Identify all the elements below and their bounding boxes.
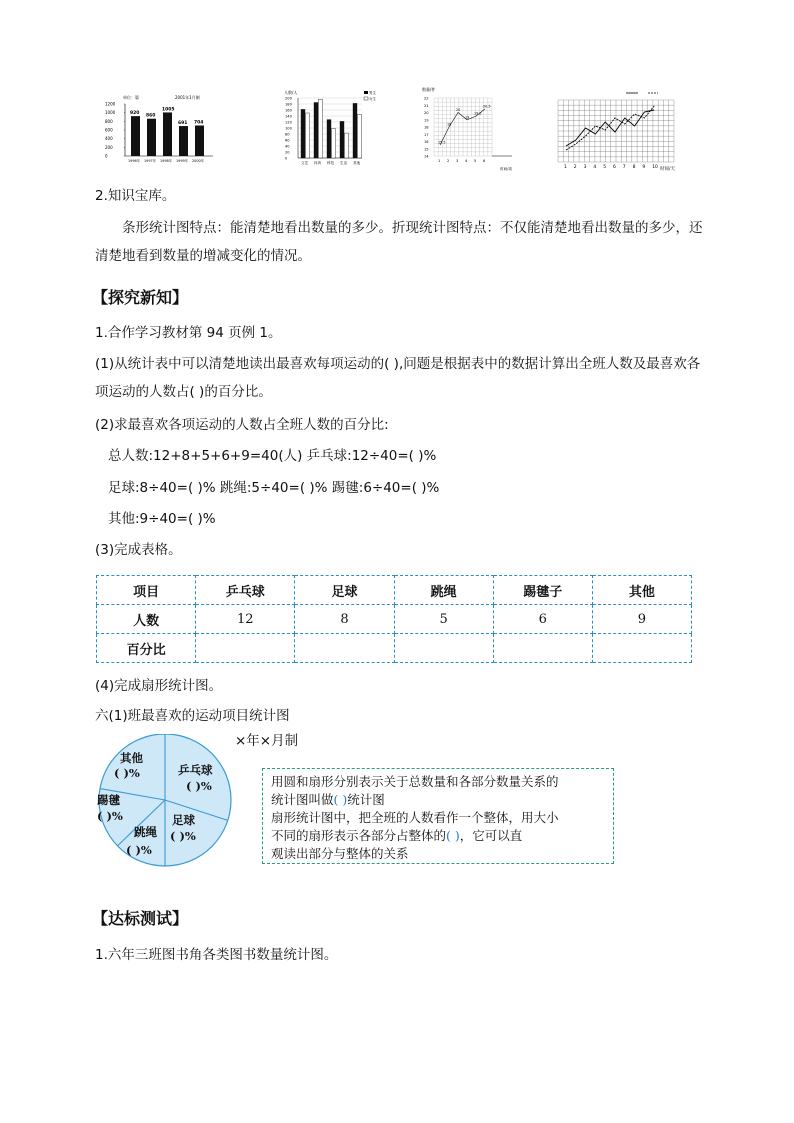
paragraph-4: (4)完成扇形统计图。 — [95, 678, 223, 694]
category-label: 文艺 — [301, 161, 309, 165]
tick-label: 10 — [652, 165, 658, 170]
tick-label: 18 — [424, 125, 429, 130]
note-text: 统计图叫做 — [271, 792, 334, 807]
tick-label: 17 — [424, 132, 429, 137]
paragraph-1: (1)从统计表中可以清楚地读出最喜欢每项运动的( ),问题是根据表中的数据计算出全班人数及最喜欢各项运动的人数占( )的百分比。 — [95, 356, 701, 400]
table-cell[interactable] — [196, 634, 295, 663]
note-blank[interactable]: ( ) — [446, 828, 460, 843]
tick-label: 5 — [474, 159, 477, 163]
table-header-cell: 其他 — [592, 576, 691, 605]
pie-label-pingpong: 乒乓球 — [178, 763, 213, 777]
table-cell: 6 — [493, 605, 592, 634]
pie-definition-note — [262, 768, 614, 864]
tick-label: 160 — [285, 108, 292, 113]
bar — [314, 103, 318, 159]
bar — [345, 133, 349, 158]
paragraph-3: (3)完成表格。 — [95, 542, 182, 558]
tick-label: 140 — [285, 114, 292, 119]
pie-blank-shuttlecock: ( )% — [97, 809, 123, 823]
bar — [301, 109, 305, 158]
legend-female: 女生 — [369, 97, 376, 101]
explore-heading: 【探究新知】 — [92, 288, 189, 307]
note-line-5: 观读出部分与整体的关系 — [271, 846, 409, 861]
category-label: 生活 — [340, 161, 348, 165]
test-heading: 【达标测试】 — [92, 909, 189, 928]
pie-title: 六(1)班最喜欢的运动项目统计图 — [95, 708, 290, 724]
bar — [306, 113, 310, 158]
table-header-cell: 项目 — [97, 576, 196, 605]
table-cell: 9 — [592, 605, 691, 634]
point-label: 20.5 — [483, 104, 491, 109]
bar — [195, 125, 204, 156]
xlabel: 时间/天 — [660, 167, 676, 172]
thumbnail-line-chart-1 — [422, 86, 518, 172]
table-cell: 5 — [394, 605, 493, 634]
tick-label: 4 — [593, 165, 597, 170]
bar-value-label: 704 — [194, 120, 204, 126]
table-cell: 8 — [295, 605, 394, 634]
calc-line-2: 足球:8÷40=( )% 跳绳:5÷40=( )% 踢毽:6÷40=( )% — [108, 480, 440, 496]
tick-label: 1 — [438, 159, 441, 163]
tick-label: 60 — [285, 138, 290, 143]
tick-label: 9 — [642, 165, 646, 170]
tick-label: 2 — [447, 159, 450, 163]
bar — [340, 121, 344, 158]
tick-label: 6 — [613, 165, 616, 170]
tick-label: 21 — [424, 103, 429, 108]
bar — [327, 120, 331, 158]
tick-label: 8 — [632, 165, 636, 170]
test-question-1: 1.六年三班图书角各类图书数量统计图。 — [95, 947, 338, 963]
table-header-row — [97, 576, 692, 605]
tick-label: 3 — [583, 165, 587, 170]
pie-subtitle: ×年×月制 — [235, 733, 299, 749]
category-label: 2000年 — [192, 159, 205, 163]
tick-label: 40 — [285, 144, 290, 149]
tick-label: 6 — [483, 159, 486, 163]
thumbnail-bar-chart-1 — [103, 92, 215, 164]
bar — [332, 129, 336, 158]
table-header-cell: 乒乓球 — [196, 576, 295, 605]
tick-label: 22 — [424, 96, 429, 101]
thumbnail-bar-chart-2 — [284, 88, 380, 170]
table-cell[interactable] — [295, 634, 394, 663]
table-header-cell: 跳绳 — [394, 576, 493, 605]
tick-label: 80 — [285, 132, 290, 137]
category-label: 1996年 — [128, 159, 141, 163]
table-row — [97, 605, 692, 634]
bar — [358, 115, 362, 159]
tick-label: 5 — [603, 165, 607, 170]
note-text: ，它可以直 — [459, 828, 523, 843]
pie-label-football: 足球 — [172, 813, 195, 827]
tick-label: 600 — [105, 127, 113, 133]
unit-label: 单位：篇 — [123, 95, 139, 100]
bar — [353, 103, 357, 158]
tick-label: 20 — [285, 150, 290, 155]
tick-label: 1000 — [105, 110, 116, 116]
note-blank[interactable]: ( ) — [333, 792, 348, 807]
pie-blank-pingpong: ( )% — [186, 779, 212, 793]
pie-blank-other: ( )% — [114, 766, 140, 780]
date-label: 2001年1月制 — [175, 95, 200, 100]
table-cell[interactable] — [394, 634, 493, 663]
paragraph-2: (2)求最喜欢各项运动的人数占全班人数的百分比: — [95, 417, 389, 433]
note-line-1: 用圆和扇形分别表示关于总数量和各部分数量关系的 — [271, 774, 559, 789]
bar — [163, 112, 172, 156]
xlabel: 时间/周 — [500, 167, 512, 171]
tick-label: 15 — [424, 147, 429, 152]
bar-value-label: 920 — [130, 111, 140, 117]
tick-label: 100 — [285, 126, 292, 131]
tick-label: 180 — [285, 102, 292, 107]
pie-blank-football: ( )% — [170, 829, 196, 843]
question-1: 1.合作学习教材第 94 页例 1。 — [95, 325, 282, 341]
tick-label: 0 — [105, 153, 108, 159]
note-text: 统计图 — [347, 792, 385, 807]
table-cell[interactable] — [592, 634, 691, 663]
legend-male: 男生 — [369, 91, 376, 95]
knowledge-text: 条形统计图特点：能清楚地看出数量的多少。折现统计图特点：不仅能清楚地看出数量的多少，还清楚地看到数量的增减变化的情况。 — [95, 220, 703, 264]
bar-value-label: 860 — [146, 113, 156, 119]
pie-label-shuttlecock: 踢毽 — [97, 793, 120, 807]
point-label: 19.5 — [474, 111, 482, 116]
tick-label: 200 — [105, 144, 113, 150]
knowledge-title: 2.知识宝库。 — [95, 188, 176, 204]
bar — [131, 116, 140, 156]
category-label: 1997年 — [144, 159, 157, 163]
tick-label: 0 — [285, 156, 288, 161]
category-label: 1999年 — [176, 159, 189, 163]
tick-label: 7 — [622, 165, 626, 170]
calc-line-3: 其他:9÷40=( )% — [108, 511, 216, 527]
table-cell: 百分比 — [97, 634, 196, 663]
point-label: 18 — [447, 122, 452, 127]
note-line-4 — [271, 827, 605, 845]
table-cell[interactable] — [493, 634, 592, 663]
tick-label: 16 — [424, 140, 429, 144]
pie-label-other: 其他 — [120, 751, 143, 765]
tick-label: 14 — [424, 154, 429, 159]
table-cell: 12 — [196, 605, 295, 634]
table-cell: 人数 — [97, 605, 196, 634]
category-label: 1998年 — [160, 159, 173, 163]
point-label: 15.5 — [438, 140, 446, 145]
point-label: 19 — [465, 115, 470, 120]
tick-label: 120 — [285, 120, 292, 125]
bar-value-label: 691 — [178, 121, 188, 127]
ylabel: 人数/人 — [284, 90, 298, 95]
tick-label: 20 — [424, 111, 429, 115]
category-label: 科技 — [327, 161, 335, 165]
bar — [319, 99, 323, 158]
pie-blank-rope: ( )% — [126, 843, 152, 857]
tick-label: 3 — [456, 159, 459, 163]
tick-label: 19 — [424, 118, 429, 123]
note-text: 不同的扇形表示各部分占整体的 — [271, 828, 447, 843]
category-label: 体育 — [314, 161, 322, 165]
pie-chart — [92, 734, 250, 870]
table-row — [97, 634, 692, 663]
calc-line-1: 总人数:12+8+5+6+9=40(人) 乒乓球:12÷40=( )% — [108, 448, 437, 464]
note-line-3: 扇形统计图中，把全班的人数看作一个整体，用大小 — [271, 810, 559, 825]
ylabel: 数量/件 — [422, 87, 436, 92]
tick-label: 200 — [285, 96, 292, 101]
tick-label: 2 — [573, 165, 577, 170]
table-header-cell: 足球 — [295, 576, 394, 605]
tick-label: 1 — [564, 165, 567, 170]
tick-label: 800 — [105, 118, 113, 124]
tick-label: 4 — [465, 159, 468, 163]
point-label: 20 — [456, 108, 461, 112]
pie-label-rope: 跳绳 — [134, 825, 157, 839]
bar — [147, 119, 156, 156]
category-label: 其他 — [353, 161, 361, 165]
tick-label: 400 — [105, 136, 113, 142]
bar-value-label: 1005 — [162, 107, 175, 113]
bar — [179, 126, 188, 156]
tick-label: 1200 — [105, 101, 116, 107]
table-header-cell: 踢毽子 — [493, 576, 592, 605]
thumbnail-line-chart-2 — [550, 88, 680, 172]
sports-table — [96, 575, 692, 663]
note-line-2 — [271, 791, 605, 809]
